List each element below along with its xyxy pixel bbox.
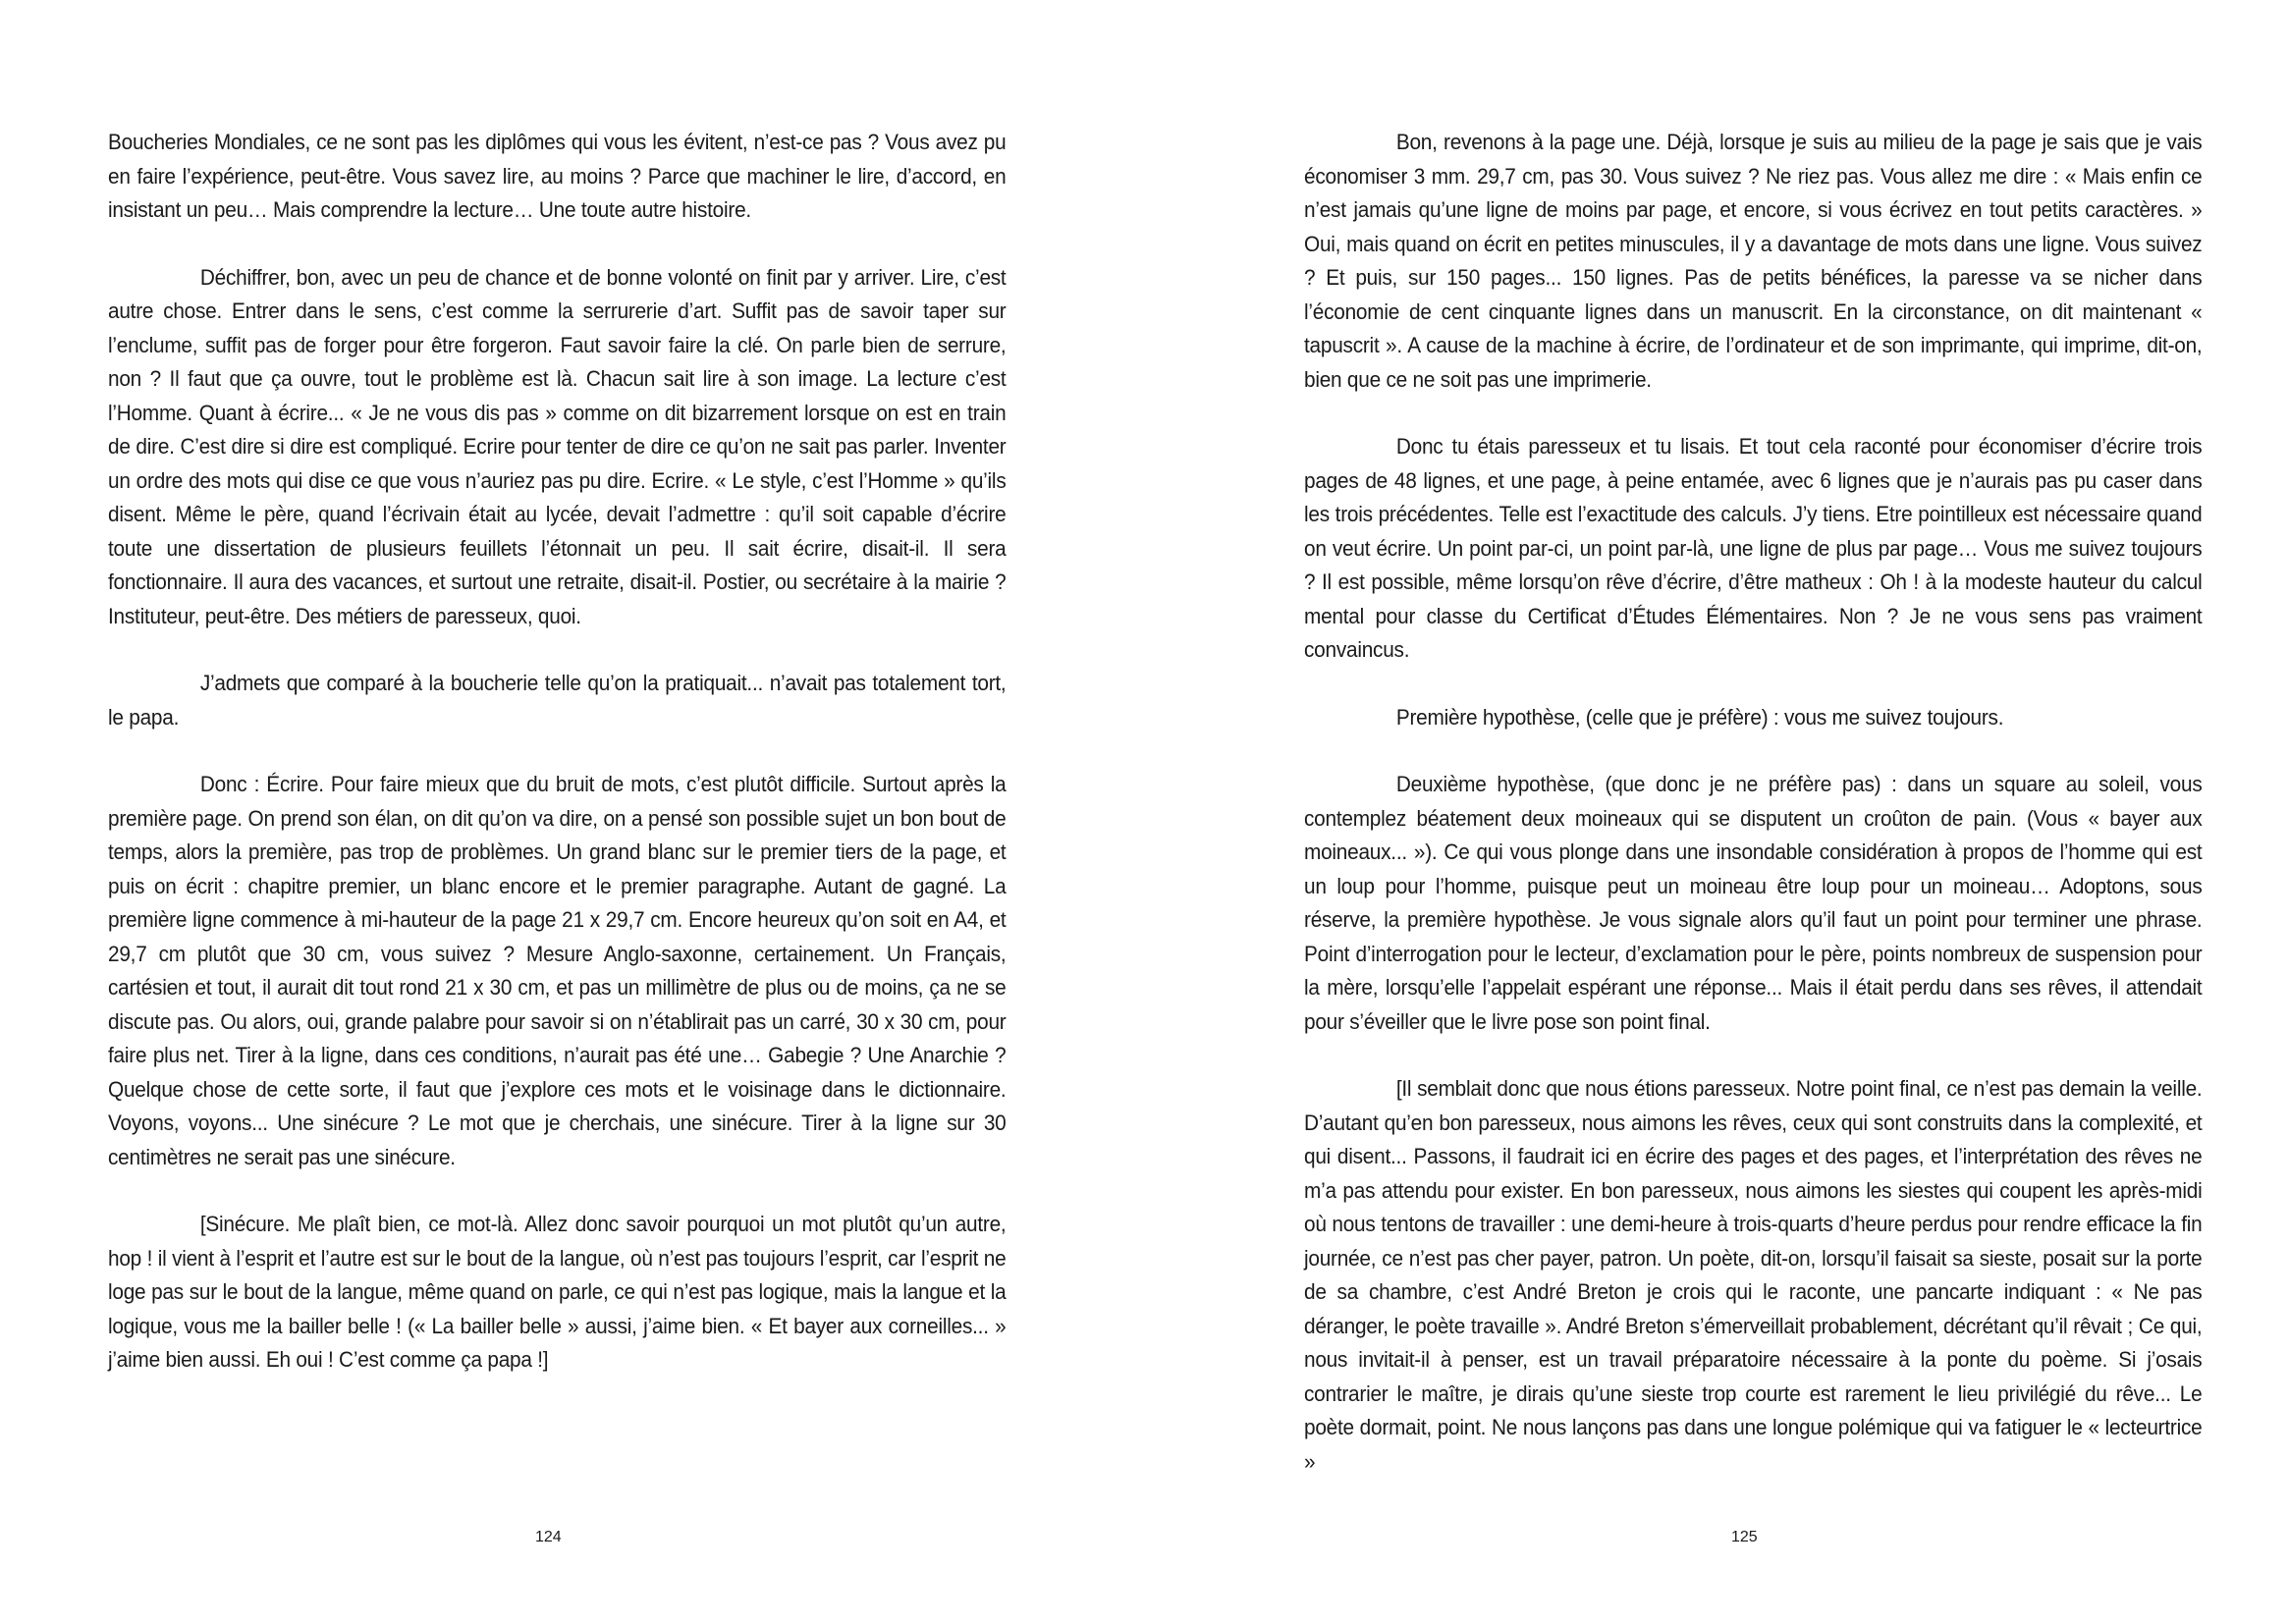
left-page [108, 126, 1007, 1411]
left-paragraph-5: [Sinécure. Me plaît bien, ce mot-là. Allez donc savoir pourquoi un mot plutôt qu’un autre, hop ! il vient à l’esprit et l’autre est sur le bout de la langue, où n’est pas toujours l’esprit, car l’esprit ne loge pas sur le bout de la langue, même quand on parle, ce qui n’est pas logique, mais la langue et la logique, vous me la bailler belle ! (« La bailler belle » aussi, j’aime bien. « Et bayer aux corneilles... » j’aime bien aussi. Eh oui ! C’est comme ça papa !] [108, 1212, 1007, 1372]
right-page-number: 125 [1731, 1529, 1758, 1545]
right-paragraph-1: Bon, revenons à la page une. Déjà, lorsque je suis au milieu de la page je sais que je vais économiser 3 mm. 29,7 cm, pas 30. Vous suivez ? Ne riez pas. Vous allez me dire : « Mais enfin ce n’est jamais qu’une ligne de moins par page, et encore, si vous écrivez en tout petits caractères. » Oui, mais quand on écrit en petites minuscules, il y a davantage de mots dans une ligne. Vous suivez ? Et puis, sur 150 pages... 150 lignes. Pas de petits bénéfices, la paresse va se nicher dans l’économie de cent cinquante lignes dans un manuscrit. En la circonstance, on dit maintenant « tapuscrit ». A cause de la machine à écrire, de l’ordinateur et de son imprimante, qui imprime, dit-on, bien que ce ne soit pas une imprimerie. [1304, 130, 2203, 392]
right-page [1304, 126, 2203, 1512]
right-paragraph-5: [Il semblait donc que nous étions paresseux. Notre point final, ce n’est pas demain la veille. D’autant qu’en bon paresseux, nous aimons les rêves, ceux qui sont construits dans la complexité, et qui disent... Passons, il faudrait ici en écrire des pages et des pages, et l’interprétation des rêves ne m’a pas attendu pour exister. En bon paresseux, nous aimons les siestes qui coupent les après-midi où nous tentons de travailler : une demi-heure à trois-quarts d’heure perdus pour rendre efficace la fin journée, ce n’est pas cher payer, patron. Un poète, dit-on, lorsqu’il faisait sa sieste, posait sur la porte de sa chambre, c’est André Breton je crois qui le raconte, une pancarte indiquant : « Ne pas déranger, le poète travaille ». André Breton s’émerveillait probablement, décrétant qu’il rêvait ; Ce qui, nous invitait-il à penser, est un travail préparatoire nécessaire à la ponte du poème. Si j’osais contrarier le maître, je dirais qu’une sieste trop courte est rarement le lieu privilégié du rêve... Le poète dormait, point. Ne nous lançons pas dans une longue polémique qui va fatiguer le « lecteurtrice » [1304, 1076, 2203, 1474]
right-paragraph-3: Première hypothèse, (celle que je préfère) : vous me suivez toujours. [1395, 704, 2004, 730]
right-paragraph-2: Donc tu étais paresseux et tu lisais. Et tout cela raconté pour économiser d’écrire trois pages de 48 lignes, et une page, à peine entamée, avec 6 lignes que je n’aurais pas pu caser dans les trois précédentes. Telle est l’exactitude des calculs. J’y tiens. Etre pointilleux est nécessaire quand on veut écrire. Un point par-ci, un point par-là, une ligne de plus par page… Vous me suivez toujours ? Il est possible, même lorsqu’on rêve d’écrire, d’être matheux : Oh ! à la modeste hauteur du calcul mental pour classe du Certificat d’Études Élémentaires. Non ? Je ne vous sens pas vraiment convaincus. [1304, 434, 2203, 662]
left-paragraph-1: Boucheries Mondiales, ce ne sont pas les diplômes qui vous les évitent, n’est-ce pas ? Vous avez pu en faire l’expérience, peut-être. Vous savez lire, au moins ? Parce que machiner le lire, d’accord, en insistant un peu… Mais comprendre la lecture… Une toute autre histoire. [108, 130, 1007, 222]
left-paragraph-3: J’admets que comparé à la boucherie telle qu’on la pratiquait... n’avait pas totalement tort, le papa. [108, 671, 1007, 730]
left-paragraph-4: Donc : Écrire. Pour faire mieux que du bruit de mots, c’est plutôt difficile. Surtout après la première page. On prend son élan, on dit qu’on va dire, on a pensé son possible sujet un bon bout de temps, alors la première, pas trop de problèmes. Un grand blanc sur le premier tiers de la page, et puis on écrit : chapitre premier, un blanc encore et le premier paragraphe. Autant de gagné. La première ligne commence à mi-hauteur de la page 21 x 29,7 cm. Encore heureux qu’on soit en A4, et 29,7 cm plutôt que 30 cm, vous suivez ? Mesure Anglo-saxonne, certainement. Un Français, cartésien et tout, il aurait dit tout rond 21 x 30 cm, et pas un millimètre de plus ou de moins, ça ne se discute pas. Ou alors, oui, grande palabre pour savoir si on n’établirait pas un carré, 30 x 30 cm, pour faire plus net. Tirer à la ligne, dans ces conditions, n’aurait pas été une… Gabegie ? Une Anarchie ? Quelque chose de cette sorte, il faut que j’explore ces mots et le voisinage dans le dictionnaire. Voyons, voyons... Une sinécure ? Le mot que je cherchais, une sinécure. Tirer à la ligne sur 30 centimètres ne serait pas une sinécure. [108, 772, 1007, 1169]
left-paragraph-2: Déchiffrer, bon, avec un peu de chance et de bonne volonté on finit par y arriver. Lire, c’est autre chose. Entrer dans le sens, c’est comme la serrurerie d’art. Suffit pas de savoir taper sur l’enclume, suffit pas de forger pour être forgeron. Faut savoir faire la clé. On parle bien de serrure, non ? Il faut que ça ouvre, tout le problème est là. Chacun sait lire à son image. La lecture c’est l’Homme. Quant à écrire... « Je ne vous dis pas » comme on dit bizarrement lorsque on est en train de dire. C’est dire si dire est compliqué. Ecrire pour tenter de dire ce qu’on ne sait pas parler. Inventer un ordre des mots qui dise ce que vous n’auriez pas pu dire. Ecrire. « Le style, c’est l’Homme » qu’ils disent. Même le père, quand l’écrivain était au lycée, devait l’admettre : qu’il soit capable d’écrire toute une dissertation de plusieurs feuillets l’étonnait un peu. Il sait écrire, disait-il. Il sera fonctionnaire. Il aura des vacances, et surtout une retraite, disait-il. Postier, ou secrétaire à la mairie ? Instituteur, peut-être. Des métiers de paresseux, quoi. [108, 264, 1007, 628]
left-page-number: 124 [535, 1529, 562, 1545]
right-paragraph-4: Deuxième hypothèse, (que donc je ne préfère pas) : dans un square au soleil, vous contemplez béatement deux moineaux qui se disputent un croûton de pain. (Vous « bayer aux moineaux... »). Ce qui vous plonge dans une insondable considération à propos de l’homme qui est un loup pour l’homme, puisque peut un moineau être loup pour un moineau… Adoptons, sous réserve, la première hypothèse. Je vous signale alors qu’il faut un point pour terminer une phrase. Point d’interrogation pour le lecteur, d’exclamation pour le père, points nombreux de suspension pour la mère, lorsqu’elle l’appelait espérant une réponse... Mais il était perdu dans ses rêves, il attendait pour s’éveiller que le livre pose son point final. [1304, 772, 2203, 1034]
